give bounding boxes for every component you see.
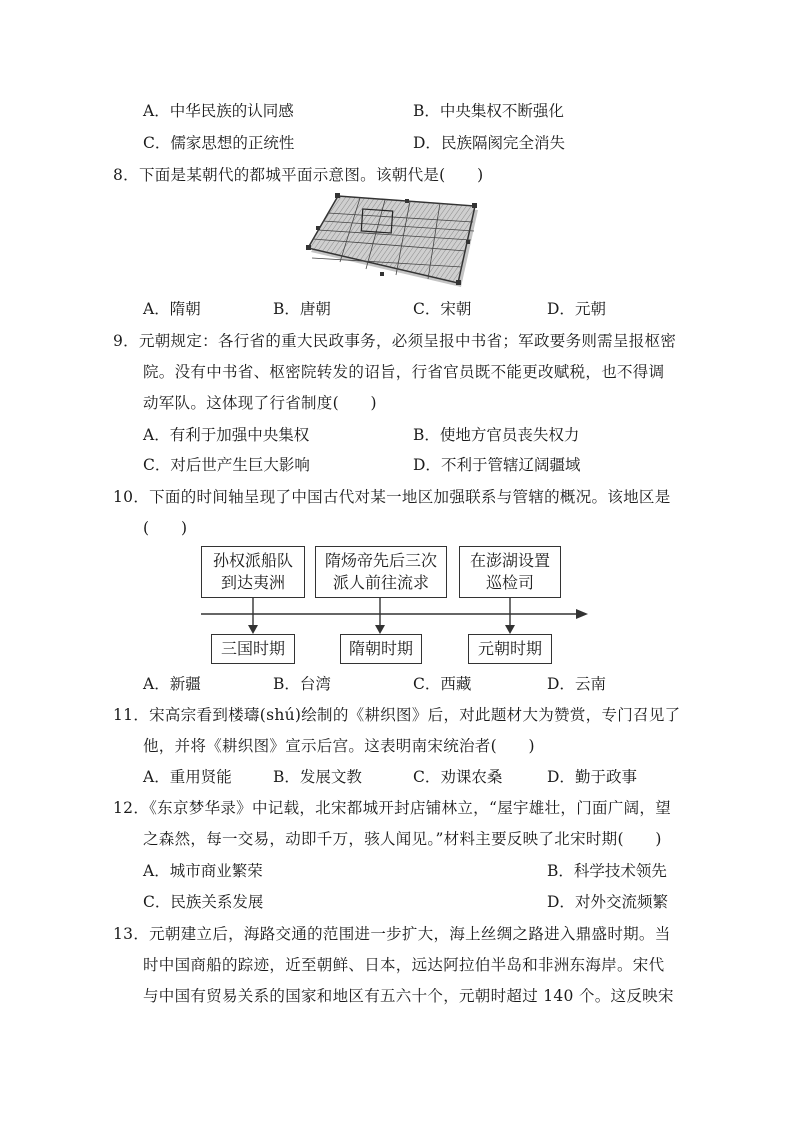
q11-option-b[interactable]: B．发展文教	[273, 768, 362, 786]
q13-stem-line: 13．元朝建立后，海路交通的范围进一步扩大，海上丝绸之路进入鼎盛时期。当	[113, 925, 671, 943]
q12-option-c[interactable]: C．民族关系发展	[143, 893, 264, 911]
q12-stem-line: 之森然，每一交易，动即千万，骇人闻见。”材料主要反映了北宋时期( )	[143, 830, 662, 848]
q10-option-a[interactable]: A．新疆	[143, 675, 201, 693]
q10-stem-line: 10．下面的时间轴呈现了中国古代对某一地区加强联系与管辖的概况。该地区是	[113, 488, 671, 506]
q11-stem-line: 他，并将《耕织图》宣示后宫。这表明南宋统治者( )	[143, 737, 535, 755]
q7-option-d[interactable]: D．民族隔阂完全消失	[413, 134, 565, 152]
q8-option-c[interactable]: C．宋朝	[413, 300, 472, 318]
q7-option-a[interactable]: A．中华民族的认同感	[143, 102, 294, 120]
timeline-event-box: 在澎湖设置 巡检司	[459, 546, 561, 598]
q9-option-c[interactable]: C．对后世产生巨大影响	[143, 456, 310, 474]
q12-option-b[interactable]: B．科学技术领先	[547, 862, 667, 880]
q10-option-d[interactable]: D．云南	[547, 675, 606, 693]
q7-option-c[interactable]: C．儒家思想的正统性	[143, 134, 295, 152]
timeline-arrowhead	[576, 609, 588, 619]
q11-option-c[interactable]: C．劝课农桑	[413, 768, 503, 786]
timeline-period-box: 元朝时期	[468, 634, 552, 664]
timeline-event-box: 隋炀帝先后三次 派人前往流求	[315, 546, 447, 598]
q10-option-b[interactable]: B．台湾	[273, 675, 331, 693]
q10-stem-line: ( )	[143, 519, 188, 537]
q8-option-a[interactable]: A．隋朝	[143, 300, 201, 318]
q11-stem-line: 11．宋高宗看到楼璹(shú)绘制的《耕织图》后，对此题材大为赞赏，专门召见了	[113, 706, 681, 724]
timeline-period-box: 隋朝时期	[340, 634, 422, 664]
timeline-period-box: 三国时期	[211, 634, 295, 664]
q9-stem-line: 院。没有中书省、枢密院转发的诏旨，行省官员既不能更改赋税，也不得调	[143, 363, 665, 381]
q12-option-a[interactable]: A．城市商业繁荣	[143, 862, 263, 880]
q8-option-b[interactable]: B．唐朝	[273, 300, 331, 318]
q11-option-a[interactable]: A．重用贤能	[143, 768, 232, 786]
q9-option-a[interactable]: A．有利于加强中央集权	[143, 426, 310, 444]
q9-option-b[interactable]: B．使地方官员丧失权力	[413, 426, 580, 444]
q8-stem: 8．下面是某朝代的都城平面示意图。该朝代是( )	[113, 166, 484, 184]
q8-option-d[interactable]: D．元朝	[547, 300, 606, 318]
q12-option-d[interactable]: D．对外交流频繁	[547, 893, 668, 911]
q9-option-d[interactable]: D．不利于管辖辽阔疆域	[413, 456, 581, 474]
q7-option-b[interactable]: B．中央集权不断强化	[413, 102, 564, 120]
q13-stem-line: 与中国有贸易关系的国家和地区有五六十个，元朝时超过 140 个。这反映宋	[143, 987, 674, 1005]
q10-option-c[interactable]: C．西藏	[413, 675, 472, 693]
q13-stem-line: 时中国商船的踪迹，近至朝鲜、日本，远达阿拉伯半岛和非洲东海岸。宋代	[143, 956, 665, 974]
q11-option-d[interactable]: D．勤于政事	[547, 768, 637, 786]
q12-stem-line: 12．《东京梦华录》中记载，北宋都城开封店铺林立，“屋宇雄壮，门面广阔，望	[113, 799, 671, 817]
q9-stem-line: 9．元朝规定：各行省的重大民政事务，必须呈报中书省；军政要务则需呈报枢密	[113, 332, 677, 350]
q9-stem-line: 动军队。这体现了行省制度( )	[143, 394, 377, 412]
timeline-event-box: 孙权派船队 到达夷洲	[201, 546, 305, 598]
